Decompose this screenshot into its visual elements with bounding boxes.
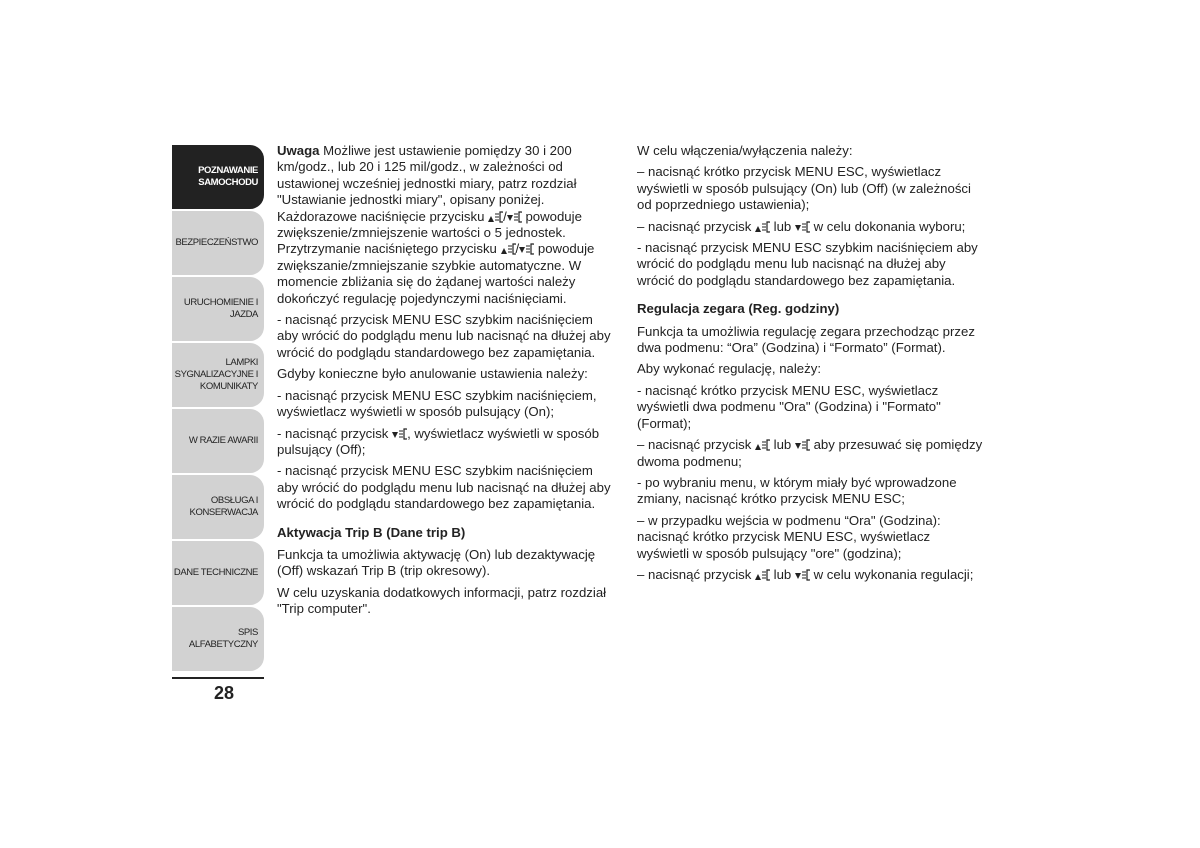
text-run: aby przesuwać się pomiędzy dwoma podmenu; [637, 437, 983, 469]
brightness-up-icon [755, 439, 770, 451]
paragraph: - nacisnąć przycisk MENU ESC szybkim naciśnięciem aby wrócić do podglądu menu lub nacisnąć na dłużej aby wrócić do podglądu standardowego bez zapamiętania. [277, 463, 611, 512]
tab-label: POZNAWANIE SAMOCHODU [198, 165, 258, 188]
paragraph: Funkcja ta umożliwia aktywację (On) lub dezaktywację (Off) wskazań Trip B (trip okresowy). [277, 546, 596, 579]
text-run: powoduje zwiększanie/zmniejszanie szybkie automatyczne. W momencie zbliżania się do żądanej wartości należy dokończyć regulację pojedynczymi naciśnięciami. [277, 241, 595, 306]
text-run: w celu dokonania wyboru; [809, 218, 966, 234]
text-run: lub [770, 218, 795, 234]
text-run: / [515, 241, 520, 257]
paragraph: - nacisnąć przycisk MENU ESC szybkim naciśnięciem aby wrócić do podglądu menu lub nacisnąć na dłużej aby wrócić do podglądu standardowego bez zapamiętania. [637, 240, 978, 288]
paragraph: Aby wykonać regulację, należy: [637, 361, 821, 377]
text-run: powoduje zwiększenie/zmniejszenie wartości o 5 jednostek. Przytrzymanie naciśniętego przycisku [277, 208, 582, 257]
brightness-down-icon [795, 569, 810, 581]
paragraph [637, 437, 983, 470]
brightness-up-icon [488, 211, 503, 223]
brightness-up-icon [501, 243, 516, 255]
tab-bezpieczenstwo[interactable] [172, 211, 264, 275]
tab-lampki-sygnalizacyjne[interactable] [172, 343, 264, 407]
text-run: – nacisnąć przycisk [637, 566, 755, 582]
left-column [277, 143, 617, 623]
brightness-down-icon [507, 211, 522, 223]
text-run: – nacisnąć przycisk [637, 437, 755, 453]
text-run: - nacisnąć przycisk [277, 425, 393, 441]
tab-spis-alfabetyczny[interactable] [172, 607, 264, 671]
tab-dane-techniczne[interactable] [172, 541, 264, 605]
text-run: Możliwe jest ustawienie pomiędzy 30 i 200 km/godz., lub 20 i 125 mil/godz., w zależności od ustawionej wcześniej jednostki miary, patrz rozdział "Ustawianie jednostki miary", opisany poniżej. Każdorazowe naciśnięcie przycisku [277, 143, 577, 224]
paragraph: Gdyby konieczne było anulowanie ustawienia należy: [277, 366, 588, 382]
brightness-down-icon [519, 243, 534, 255]
brightness-down-icon [392, 428, 407, 440]
tab-label: BEZPIECZEŃSTWO [175, 237, 258, 248]
brightness-up-icon [755, 221, 770, 233]
text-run: w celu wykonania regulacji; [809, 566, 974, 582]
tab-uruchomienie-i-jazda[interactable] [172, 277, 264, 341]
section-heading: Aktywacja Trip B (Dane trip B) [277, 524, 466, 540]
text-run: lub [770, 437, 795, 453]
tab-label: OBSŁUGA I KONSERWACJA [189, 495, 258, 518]
paragraph [277, 426, 617, 459]
paragraph: - nacisnąć przycisk MENU ESC szybkim naciśnięciem, wyświetlacz wyświetli w sposób pulsujący (On); [277, 387, 597, 420]
text-run: / [503, 208, 507, 224]
paragraph [637, 219, 983, 235]
tab-obsluga-i-konserwacja[interactable] [172, 475, 264, 539]
right-column [637, 143, 983, 588]
text-run: lub [770, 566, 795, 582]
paragraph: W celu włączenia/wyłączenia należy: [637, 143, 853, 158]
tab-poznawanie-samochodu[interactable] [172, 145, 264, 209]
paragraph [637, 567, 983, 583]
paragraph: - nacisnąć przycisk MENU ESC szybkim naciśnięciem aby wrócić do podglądu menu lub nacisnąć na dłużej aby wrócić do podglądu standardowego bez zapamiętania. [277, 312, 611, 360]
section-sidebar [172, 145, 264, 673]
sidebar-divider [172, 677, 264, 679]
tab-w-razie-awarii[interactable] [172, 409, 264, 473]
paragraph: - po wybraniu menu, w którym miały być wprowadzone zmiany, nacisnąć krótko przycisk MENU ESC; [637, 474, 957, 507]
text-run: – nacisnąć przycisk [637, 218, 755, 234]
brightness-up-icon [755, 569, 770, 581]
paragraph [277, 143, 617, 307]
paragraph: - nacisnąć krótko przycisk MENU ESC, wyświetlacz wyświetli dwa podmenu "Ora" (Godzina) i "Formato" (Format); [637, 382, 941, 431]
brightness-down-icon [795, 439, 810, 451]
tab-label: LAMPKI SYGNALIZACYJNE I KOMUNIKATY [174, 357, 258, 392]
paragraph: – nacisnąć krótko przycisk MENU ESC, wyświetlacz wyświetli w sposób pulsujący (On) lub (Off) (w zależności od poprzedniego ustawienia); [637, 164, 971, 213]
tab-label: URUCHOMIENIE I JAZDA [183, 297, 258, 320]
tab-label: SPIS ALFABETYCZNY [188, 627, 258, 650]
paragraph: Funkcja ta umożliwia regulację zegara przechodząc przez dwa podmenu: “Ora” (Godzina) i “Formato” (Format). [637, 323, 975, 356]
paragraph: – w przypadku wejścia w podmenu “Ora" (Godzina): nacisnąć krótko przycisk MENU ESC, wyświetlacz wyświetli w sposób pulsujący "ore" (godzina); [637, 512, 941, 561]
tab-label: W RAZIE AWARII [188, 435, 258, 446]
tab-label: DANE TECHNICZNE [173, 567, 258, 578]
paragraph: W celu uzyskania dodatkowych informacji, patrz rozdział "Trip computer". [277, 584, 607, 617]
text-run: , wyświetlacz wyświetli w sposób pulsujący (Off); [277, 425, 600, 457]
page-number: 28 [214, 683, 235, 703]
brightness-down-icon [795, 221, 810, 233]
section-heading: Regulacja zegara (Reg. godziny) [637, 301, 840, 317]
note-label: Uwaga [277, 143, 320, 158]
